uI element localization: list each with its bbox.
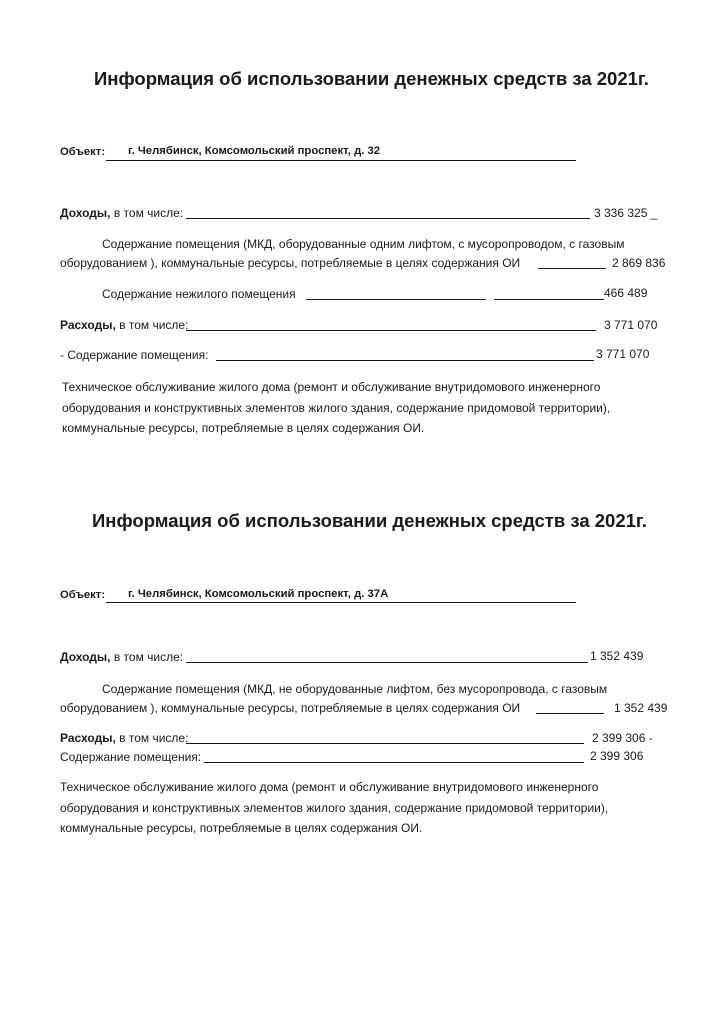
income-row — [60, 650, 183, 664]
expense-fill-line — [186, 330, 596, 331]
nonresidential-fill-line-1 — [306, 299, 486, 300]
object-label: Объект: — [60, 589, 106, 601]
object-address: г. Челябинск, Комсомольский проспект, д. 37А — [128, 588, 389, 600]
technical-line-1: Техническое обслуживание жилого дома (ремонт и обслуживание внутридомового инженерного — [60, 780, 599, 794]
maintenance-fill-line — [536, 713, 604, 714]
technical-line-3: коммунальные ресурсы, потребляемые в целях содержания ОИ. — [60, 821, 423, 835]
maintenance-line-2: оборудованием ), коммунальные ресурсы, потребляемые в целях содержания ОИ — [60, 701, 521, 715]
income-row — [60, 206, 183, 220]
maintenance-line-2: оборудованием ), коммунальные ресурсы, потребляемые в целях содержания ОИ — [60, 256, 521, 270]
expense-item-value: 3 771 070 — [596, 347, 650, 361]
expense-item-label: - Содержание помещения: — [60, 348, 209, 362]
object-underline — [106, 160, 576, 161]
expense-item-value: 2 399 306 — [590, 749, 644, 763]
income-label: Доходы, — [60, 650, 111, 664]
object-label: Объект: — [60, 146, 106, 158]
expense-row — [60, 318, 188, 332]
income-fill-line — [186, 662, 588, 663]
maintenance-line-1: Содержание помещения (МКД, оборудованные одним лифтом, с мусоропроводом, с газовым — [102, 237, 625, 251]
technical-paragraph — [60, 777, 608, 839]
income-fill-line — [186, 218, 590, 219]
expense-suffix: в том числе: — [119, 731, 189, 745]
maintenance-value: 1 352 439 — [614, 701, 668, 715]
income-suffix: в том числе: — [113, 206, 184, 220]
technical-line-3: коммунальные ресурсы, потребляемые в целях содержания ОИ. — [62, 421, 425, 435]
page-title: Информация об использовании денежных средств за 2021г. — [94, 68, 649, 89]
maintenance-line-1: Содержание помещения (МКД, не оборудованные лифтом, без мусоропровода, с газовым — [102, 682, 608, 696]
expense-row — [60, 731, 188, 745]
technical-line-1: Техническое обслуживание жилого дома (ремонт и обслуживание внутридомового инженерного — [62, 380, 601, 394]
expense-item-label: Содержание помещения: — [60, 750, 202, 764]
nonresidential-value: 466 489 — [604, 286, 648, 300]
expense-item-fill-line — [216, 360, 594, 361]
page-title: Информация об использовании денежных средств за 2021г. — [92, 510, 647, 531]
income-suffix: в том числе: — [113, 650, 184, 664]
nonresidential-label: Содержание нежилого помещения — [102, 287, 296, 301]
expense-suffix: в том числе: — [119, 318, 189, 332]
income-value: 1 352 439 — [590, 649, 644, 663]
expense-label: Расходы, — [60, 318, 116, 332]
expense-label: Расходы, — [60, 731, 116, 745]
nonresidential-fill-line-2 — [494, 299, 604, 300]
technical-paragraph — [62, 377, 610, 439]
object-underline — [106, 602, 576, 603]
expense-value: 3 771 070 — [604, 318, 658, 332]
technical-line-2: оборудования и конструктивных элементов жилого здания, содержание придомовой территории), — [60, 800, 609, 815]
maintenance-fill-line — [538, 268, 606, 269]
object-address: г. Челябинск, Комсомольский проспект, д. 32 — [128, 145, 381, 157]
expense-value: 2 399 306 - — [592, 731, 653, 745]
expense-fill-line — [186, 743, 584, 744]
income-label: Доходы, — [60, 206, 111, 220]
technical-line-2: оборудования и конструктивных элементов жилого здания, содержание придомовой территории), — [62, 400, 611, 415]
income-value: 3 336 325 _ — [594, 206, 658, 220]
expense-item-fill-line — [204, 762, 584, 763]
maintenance-value: 2 869 836 — [612, 256, 666, 270]
